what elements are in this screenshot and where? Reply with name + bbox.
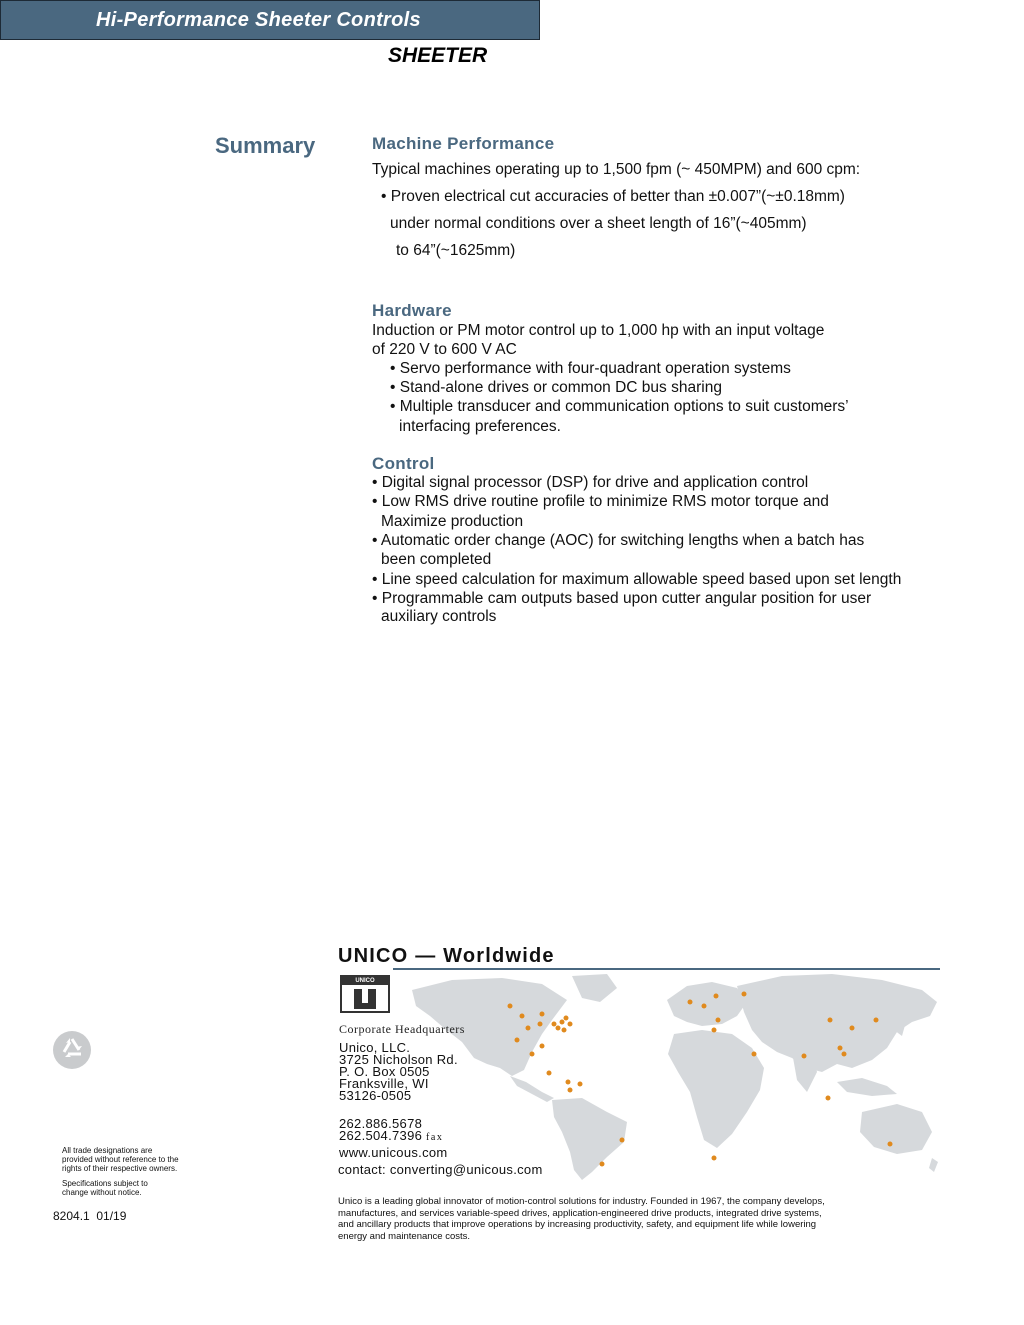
control-line: • Automatic order change (AOC) for switching lengths when a batch has [372,532,865,549]
hardware-line: • Stand-alone drives or common DC bus sharing [390,379,722,396]
trade-note-line: All trade designations are [62,1146,153,1155]
unico-logo [340,975,390,1013]
control-line: • Low RMS drive routine profile to minimize RMS motor torque and [372,493,829,510]
logo-mark [342,985,388,1013]
control-line: • Line speed calculation for maximum allowable speed based upon set length [372,571,902,588]
address-line: 3725 Nicholson Rd. [339,1052,458,1067]
address-line: 53126-0505 [339,1088,412,1103]
document-code: 8204.1 01/19 [53,1209,127,1223]
spec-note-line: change without notice. [62,1188,142,1197]
phone-number: 262.886.5678 [339,1116,423,1131]
machine-performance-title: Machine Performance [372,134,555,153]
hardware-line: Induction or PM motor control up to 1,000 hp with an input voltage [372,322,825,339]
header-bar [0,0,540,40]
trade-note-line: rights of their respective owners. [62,1164,178,1173]
company-about: Unico is a leading global innovator of motion-control solutions for industry. Founded in 1967, the company develops, manufactures, and services variable-speed drives, application-engineered drive products, integrated drive systems, and ancillary products that improve operations by increasing productivity, safety, and equipment life while lowering energy and maintenance costs. [338,1196,825,1242]
hardware-line: • Servo performance with four-quadrant operation systems [390,360,791,377]
hq-label: Corporate Headquarters [339,1022,465,1036]
hardware-line: of 220 V to 600 V AC [372,341,517,358]
machine-performance-line: to 64”(~1625mm) [396,242,516,259]
recycle-icon [52,1030,92,1070]
address-line: Franksville, WI [339,1076,429,1091]
logo-text: UNICO [342,977,388,985]
control-line: auxiliary controls [381,608,497,625]
control-line: Maximize production [381,513,524,530]
machine-performance-line: under normal conditions over a sheet length of 16”(~405mm) [390,215,807,232]
control-title: Control [372,454,435,473]
page-subtitle: SHEETER [388,44,488,67]
machine-performance-line: • Proven electrical cut accuracies of better than ±0.007”(~±0.18mm) [381,188,845,205]
world-map [392,972,940,1182]
address-line: P. O. Box 0505 [339,1064,430,1079]
address-line: Unico, LLC. [339,1040,411,1055]
control-line: been completed [381,551,492,568]
control-line: • Digital signal processor (DSP) for drive and application control [372,474,809,491]
trade-note-line: provided without reference to the [62,1155,179,1164]
website-link[interactable]: www.unicous.com [339,1145,448,1160]
worldwide-title: UNICO — Worldwide [338,945,555,967]
hardware-line: interfacing preferences. [399,418,561,435]
spec-note-line: Specifications subject to [62,1179,148,1188]
spec-note [62,1179,148,1197]
hardware-line: • Multiple transducer and communication options to suit customers’ [390,398,849,415]
contact-email[interactable]: contact: converting@unicous.com [338,1162,543,1177]
divider [393,968,940,970]
header-title: Hi-Performance Sheeter Controls [96,9,421,31]
fax-label: fax [426,1132,444,1143]
trade-note [62,1146,179,1173]
machine-performance-line: Typical machines operating up to 1,500 fpm (~ 450MPM) and 600 cpm: [372,161,861,178]
summary-label: Summary [215,133,316,158]
fax-row [339,1130,443,1144]
control-line: • Programmable cam outputs based upon cutter angular position for user [372,590,872,607]
fax-number: 262.504.7396 [339,1128,423,1143]
hardware-title: Hardware [372,301,452,320]
